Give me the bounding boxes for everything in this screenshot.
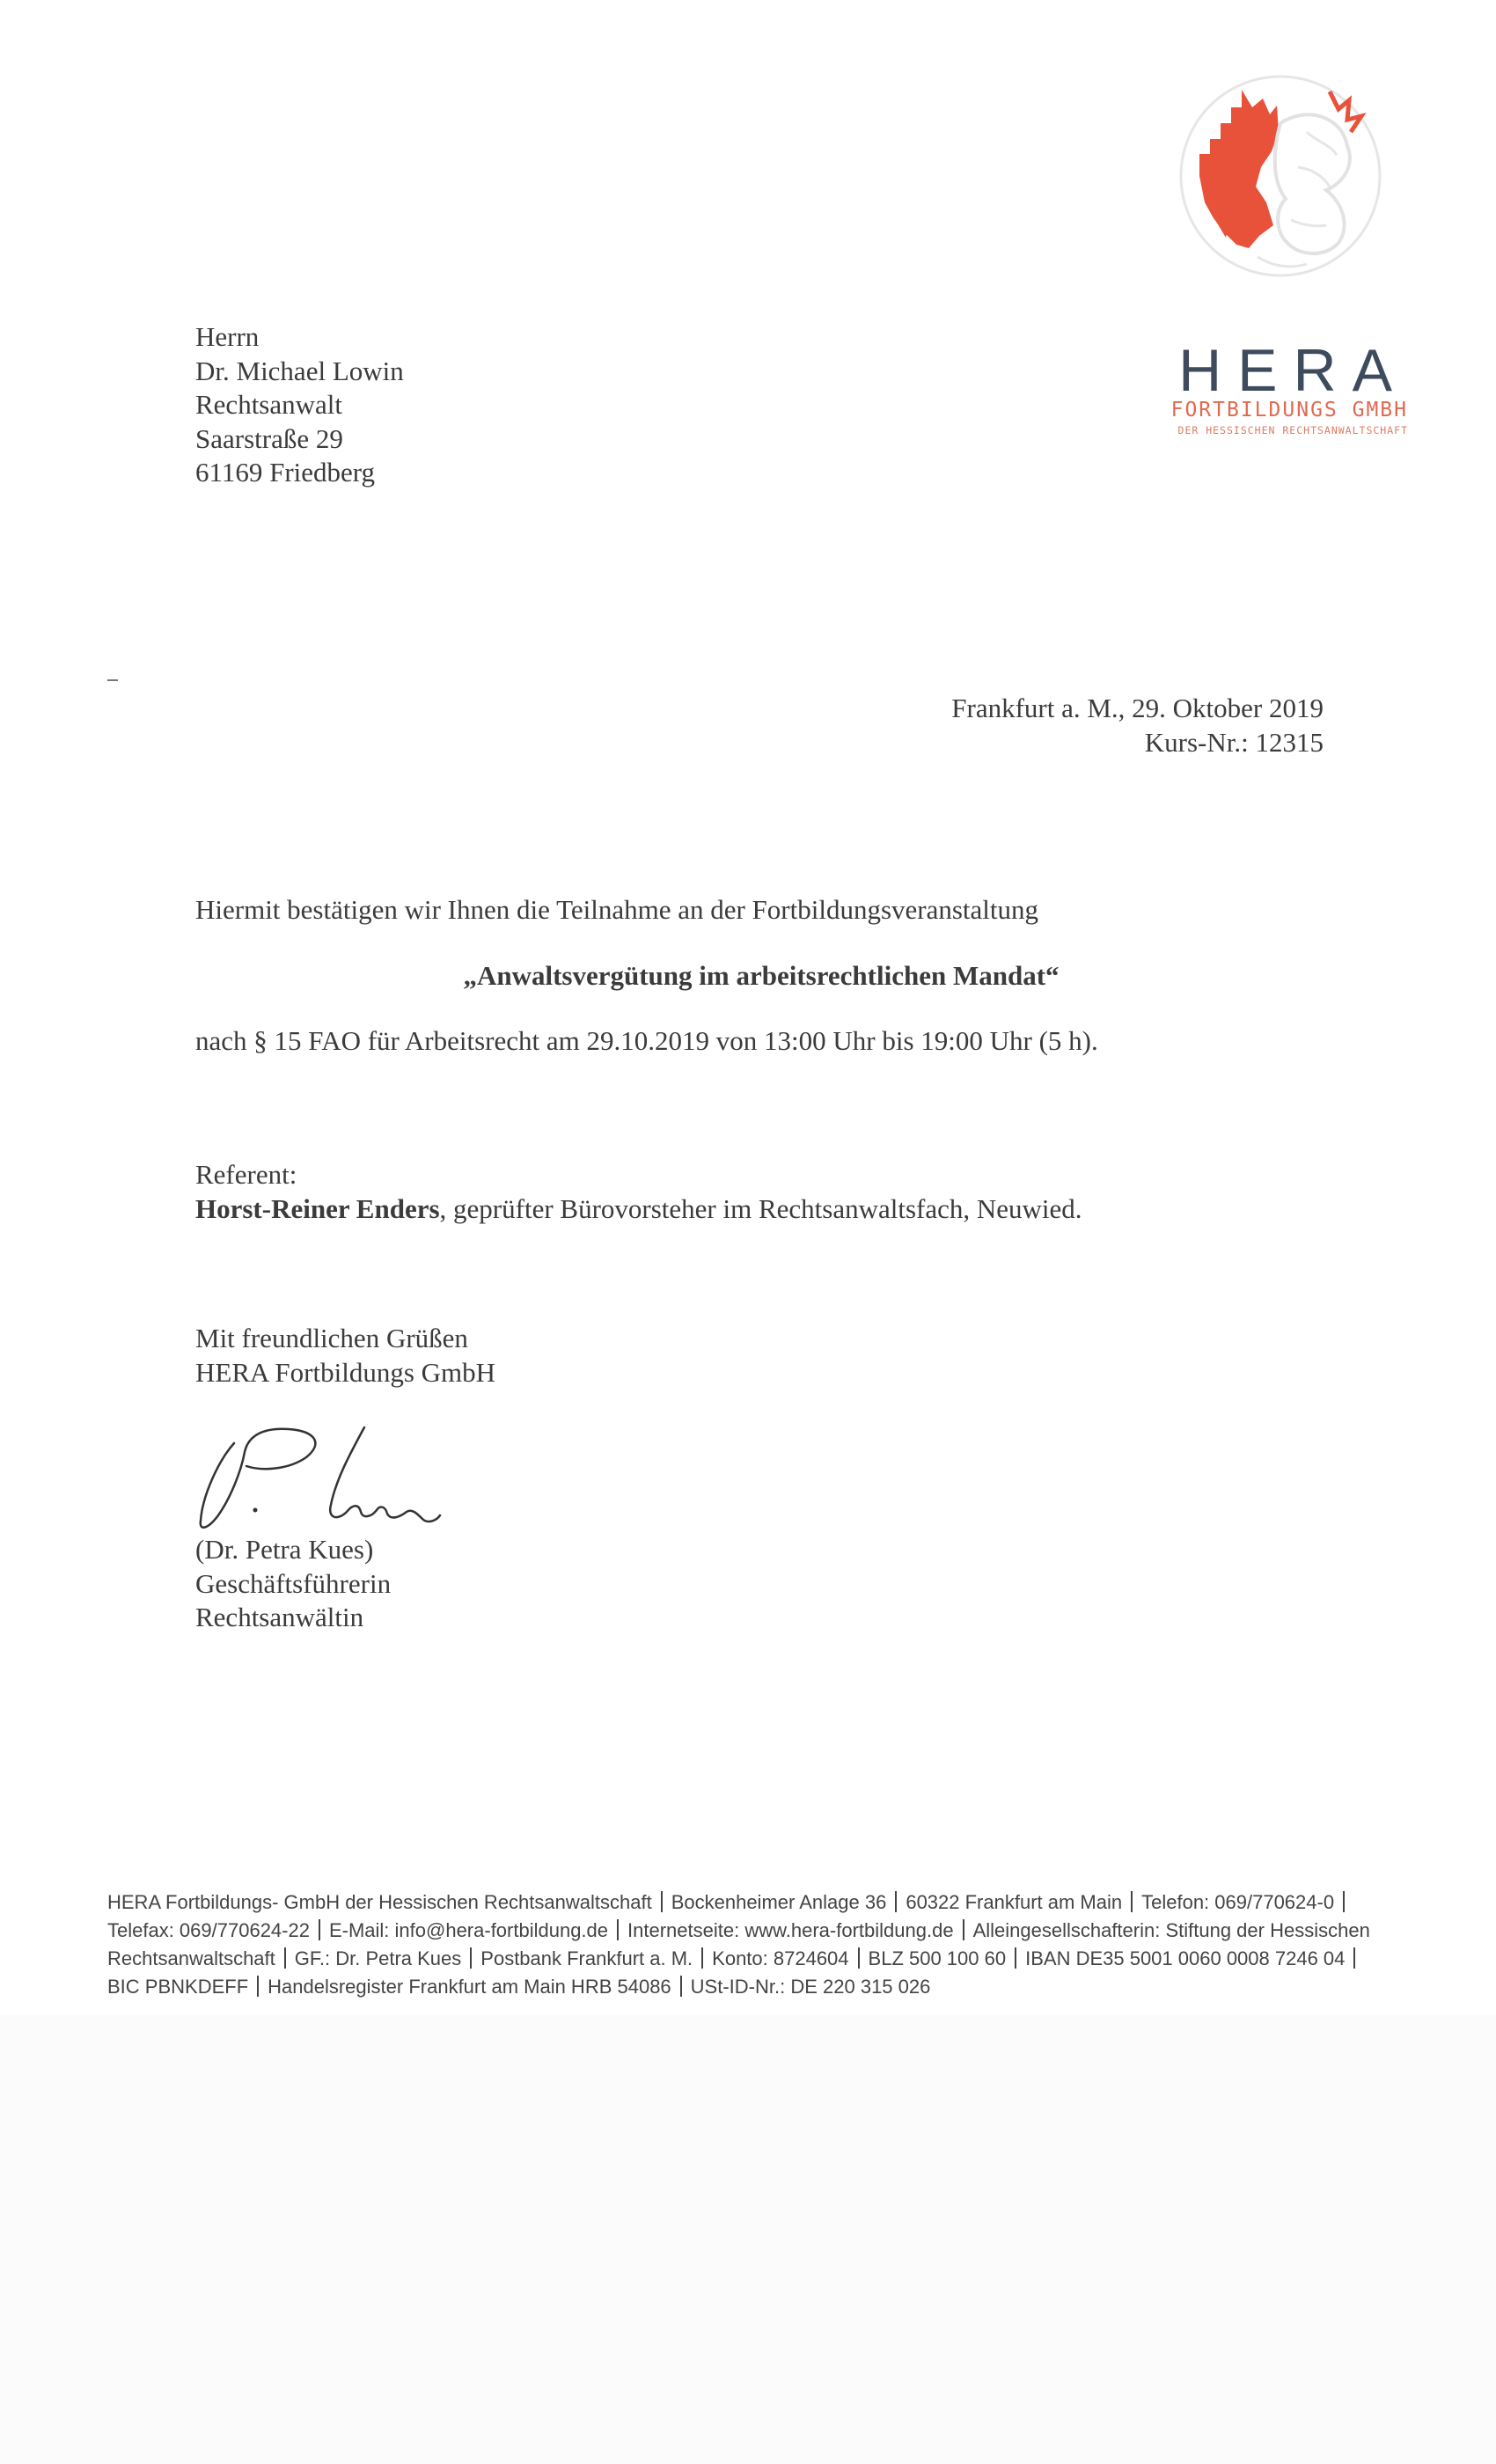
recipient-title: Rechtsanwalt — [195, 389, 343, 420]
footer-item: Bockenheimer Anlage 36 — [671, 1891, 887, 1913]
footer-item: Postbank Frankfurt a. M. — [480, 1947, 693, 1969]
referent-line — [195, 1192, 1082, 1227]
footer-item: 60322 Frankfurt am Main — [906, 1891, 1123, 1913]
fold-mark — [107, 679, 118, 681]
signer-profession: Rechtsanwältin — [195, 1602, 364, 1632]
footer-separator — [661, 1891, 663, 1912]
confirmation-intro: Hiermit bestätigen wir Ihnen die Teilnahme an der Fortbildungsveranstaltung — [195, 894, 1039, 925]
referent-description: , geprüfter Bürovorsteher im Rechtsanwaltsfach, Neuwied. — [439, 1192, 1082, 1224]
footer-item: IBAN DE35 5001 0060 0008 7246 04 — [1025, 1947, 1346, 1969]
footer-separator — [617, 1919, 619, 1940]
footer-item: Alleingesellschafterin: Stiftung der Hessischen Rechtsanwaltschaft — [107, 1919, 1370, 1969]
recipient-street: Saarstraße 29 — [195, 422, 343, 454]
footer-separator — [1015, 1947, 1016, 1969]
signer-name: (Dr. Petra Kues) — [195, 1534, 374, 1565]
course-number: Kurs-Nr.: 12315 — [1144, 726, 1324, 758]
footer-separator — [701, 1947, 703, 1969]
referent-label: Referent: — [195, 1159, 297, 1190]
footer-item: Konto: 8724604 — [712, 1947, 849, 1969]
signer-block — [195, 1533, 391, 1635]
footer-item: E-Mail: info@hera-fortbildung.de — [328, 1919, 609, 1941]
footer-separator — [319, 1919, 320, 1940]
logo-wordmark: HERA — [1178, 337, 1408, 404]
footer-separator — [470, 1947, 472, 1969]
course-title-text: „Anwaltsvergütung im arbeitsrechtlichen Mandat“ — [463, 960, 1060, 991]
logo-tagline: DER HESSISCHEN RECHTSANWALTSCHAFT — [1177, 424, 1408, 436]
footer-item: USt-ID-Nr.: DE 220 315 026 — [690, 1976, 931, 1998]
course-title — [0, 959, 1496, 994]
footer-separator — [1343, 1891, 1345, 1912]
handwritten-signature — [192, 1408, 465, 1540]
recipient-salutation: Herrn — [195, 321, 260, 352]
footer-separator — [284, 1947, 286, 1969]
recipient-address — [195, 320, 404, 490]
footer-item: HERA Fortbildungs- GmbH der Hessischen Rechtsanwaltschaft — [107, 1891, 652, 1913]
page-bottom-tint — [0, 2015, 1496, 2464]
course-details: nach § 15 FAO für Arbeitsrecht am 29.10.2019 von 13:00 Uhr bis 19:00 Uhr (5 h). — [195, 1025, 1098, 1056]
footer-separator — [858, 1947, 860, 1969]
referent-name: Horst-Reiner Enders — [195, 1192, 440, 1224]
footer-item: Telefon: 069/770624-0 — [1141, 1891, 1335, 1913]
letter-footer — [107, 1888, 1392, 2001]
footer-separator — [963, 1919, 964, 1940]
footer-item: Handelsregister Frankfurt am Main HRB 54086 — [268, 1976, 671, 1998]
date-block — [951, 692, 1324, 759]
recipient-city: 61169 Friedberg — [195, 457, 376, 488]
footer-separator — [895, 1891, 897, 1912]
place-date: Frankfurt a. M., 29. Oktober 2019 — [951, 693, 1324, 723]
company-logo — [1153, 70, 1408, 436]
footer-separator — [680, 1976, 682, 1997]
footer-item: BLZ 500 100 60 — [868, 1947, 1007, 1969]
footer-item: Telefax: 069/770624-22 — [107, 1919, 310, 1941]
signer-role: Geschäftsführerin — [195, 1567, 392, 1599]
closing-greeting: Mit freundlichen Grüßen — [195, 1323, 468, 1353]
closing-company: HERA Fortbildungs GmbH — [195, 1356, 496, 1388]
footer-separator — [1353, 1947, 1355, 1969]
closing-block — [195, 1322, 495, 1390]
recipient-name: Dr. Michael Lowin — [195, 355, 404, 386]
footer-separator — [1131, 1891, 1133, 1912]
footer-item: BIC PBNKDEFF — [107, 1976, 249, 1998]
logo-subtitle: FORTBILDUNGS GMBH — [1170, 399, 1408, 422]
footer-item: Internetseite: www.hera-fortbildung.de — [627, 1919, 954, 1941]
footer-separator — [257, 1976, 259, 1997]
lion-emblem-icon — [1175, 70, 1386, 334]
footer-item: GF.: Dr. Petra Kues — [294, 1947, 462, 1969]
referent-block — [195, 1158, 1082, 1226]
